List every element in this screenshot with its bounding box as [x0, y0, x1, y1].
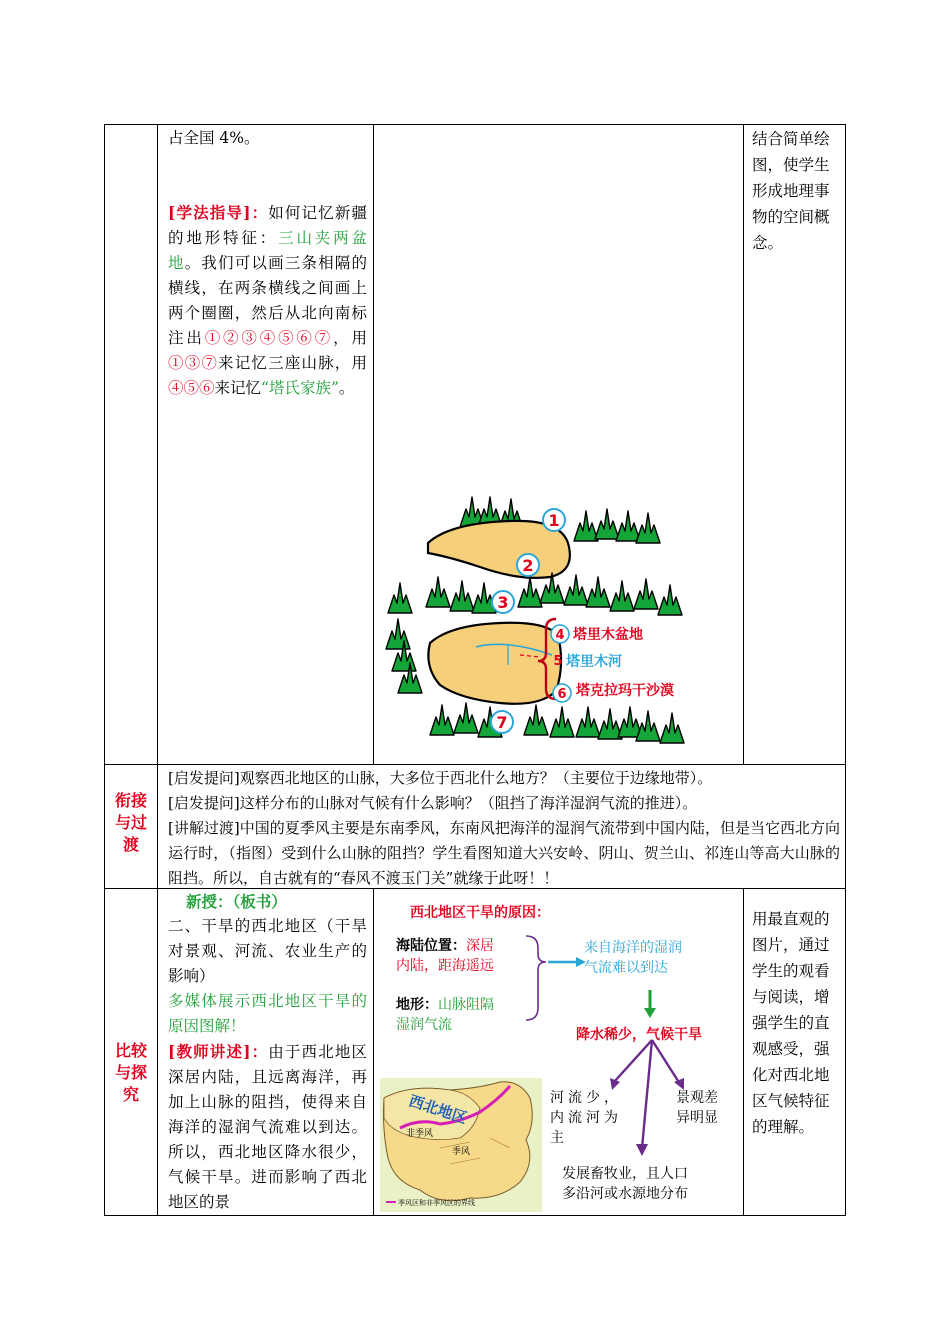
- row3-content: [168, 889, 367, 1215]
- tarim-basin: [428, 623, 561, 704]
- row2-content: [168, 766, 840, 891]
- moist-air-note: [584, 938, 682, 978]
- circled-numbers: ④⑤⑥: [168, 379, 215, 397]
- study-tip-text: 如何记忆新疆的地形特征：: [168, 204, 367, 247]
- study-tip-text: 。: [338, 379, 355, 397]
- new-lesson-heading: 新授：（板书）: [186, 892, 287, 911]
- col-divider-2b: [373, 888, 374, 1215]
- study-tip-text: 来记忆: [214, 379, 262, 397]
- table-border-bottom: [104, 1215, 846, 1216]
- row-divider-1: [104, 764, 846, 765]
- effect-rivers-text: 主: [550, 1130, 568, 1146]
- label-taklamakan-desert: 塔克拉玛干沙漠: [576, 683, 674, 699]
- label-tarim-basin: 塔里木盆地: [573, 627, 643, 643]
- moist-air-text: 气流难以到达: [584, 960, 668, 976]
- table-border-top: [104, 124, 846, 125]
- label-tarim-river: 塔里木河: [566, 654, 622, 670]
- label-number-2: 2: [522, 556, 534, 575]
- effect-landscape: [676, 1088, 718, 1128]
- media-note: 多媒体展示西北地区干旱的原因图解！: [168, 992, 367, 1035]
- sea-land-text: 内陆，距海遥远: [396, 958, 494, 974]
- effect-rivers: [550, 1088, 622, 1148]
- result-dry-climate: 降水稀少，气候干旱: [576, 1027, 702, 1043]
- study-tip-text: ，用: [333, 329, 367, 347]
- row2-question-1: [启发提问]观察西北地区的山脉，大多位于西北什么地方？（主要位于边缘地带）。: [168, 769, 713, 787]
- teacher-text: 由于西北地区深居内陆，且远离海洋，再加上山脉的阻挡，使得来自海洋的湿润气流难以到达。所以，西北地区降水很少，气候干旱。进而影响了西北地区的景: [168, 1043, 367, 1211]
- study-tip-text: 。我们可以画三条相隔的横线，在两条横线之间画上两个圈圈，然后从北向南标注出: [168, 254, 367, 347]
- xinjiang-terrain-diagram: [380, 495, 692, 745]
- terrain-text: 湿润气流: [396, 1017, 452, 1033]
- row1-content: [168, 126, 367, 401]
- circled-numbers: ①②③④⑤⑥⑦: [204, 329, 334, 347]
- row3-purpose: 用最直观的图片，通过学生的观看与阅读，增强学生的直观感受，强化对西北地区气候特征的理解。: [752, 910, 830, 1136]
- mountain-range-3: [388, 573, 682, 615]
- col-divider-2a: [373, 124, 374, 764]
- label-number-7: 7: [496, 713, 508, 732]
- label-number-3: 3: [497, 593, 509, 612]
- row3-label-text: 比较与探究: [114, 1041, 147, 1104]
- col-divider-1: [157, 124, 158, 1216]
- circled-numbers: ①③⑦: [168, 354, 219, 372]
- teacher-narration: [168, 1039, 367, 1215]
- study-tip: [168, 200, 367, 401]
- mountain-range-7: [430, 703, 684, 743]
- col-divider-3b: [743, 888, 744, 1215]
- effect-landscape-text: 异明显: [676, 1110, 718, 1126]
- area-line: 占全国 4%。: [168, 129, 260, 147]
- label-number-1: 1: [548, 511, 560, 530]
- row2-explanation: [讲解过渡]中国的夏季风主要是东南季风，东南风把海洋的湿润气流带到中国内陆，但是当它西北方向运行时，（指图）受到什么山脉的阻挡？学生看图知道大兴安岭、阴山、贺兰山、祁连山等高大山脉的阻挡。所以，自古就有的“春风不渡玉门关”就缘于此呀！！: [168, 819, 840, 887]
- sea-land-text: 深居: [466, 938, 494, 954]
- mountain-range-left: [386, 619, 422, 693]
- row2-label-text: 衔接与过渡: [114, 791, 147, 854]
- map-nonmonsoon-label: 非季风: [406, 1129, 434, 1139]
- effect-landscape-text: 景观差: [676, 1090, 718, 1106]
- terrain-text: 山脉阻隔: [438, 997, 494, 1013]
- monsoon-map: [380, 1078, 542, 1212]
- diagram-title: 西北地区干旱的原因：: [410, 905, 550, 921]
- effect-rivers-text: 内流河为: [550, 1110, 622, 1126]
- row3-label: [105, 1040, 157, 1106]
- label-number-4: 4: [555, 628, 565, 643]
- table-border-right: [845, 124, 846, 1216]
- effect-agriculture: [562, 1164, 688, 1204]
- effect-rivers-text: 河流少，: [550, 1090, 622, 1106]
- map-caption: 季风区和非季风区的界线: [398, 1199, 475, 1207]
- row2-label: [105, 790, 157, 856]
- section-title: 二、干旱的西北地区（干旱对景观、河流、农业生产的影响）: [168, 917, 367, 985]
- study-tip-text: 来记忆三座山脉，用: [218, 354, 367, 372]
- row2-question-2: [启发提问]这样分布的山脉对气候有什么影响？（阻挡了海洋湿润气流的推进）。: [168, 794, 698, 812]
- map-region-label: 西北地区: [406, 1091, 470, 1128]
- moist-air-text: 来自海洋的湿润: [584, 940, 682, 956]
- map-monsoon-label: 季风: [452, 1147, 471, 1157]
- col-divider-3a: [743, 124, 744, 764]
- study-tip-highlight: “塔氏家族”: [261, 379, 339, 397]
- sea-land-label: 海陆位置：: [396, 938, 466, 954]
- study-tip-highlight: 三山夹两盆地: [168, 229, 367, 272]
- label-number-6: 6: [557, 687, 567, 702]
- row1-purpose: 结合简单绘图，使学生形成地理事物的空间概念。: [752, 130, 830, 252]
- teacher-label: [教师讲述]：: [168, 1042, 269, 1061]
- effect-agriculture-text: 发展畜牧业，且人口: [562, 1166, 688, 1182]
- drought-cause-diagram: [376, 892, 738, 1214]
- terrain-label: 地形：: [396, 997, 438, 1013]
- study-tip-label: [学法指导]：: [168, 203, 269, 222]
- effect-agriculture-text: 多沿河或水源地分布: [562, 1186, 688, 1202]
- label-number-5: 5: [553, 654, 563, 669]
